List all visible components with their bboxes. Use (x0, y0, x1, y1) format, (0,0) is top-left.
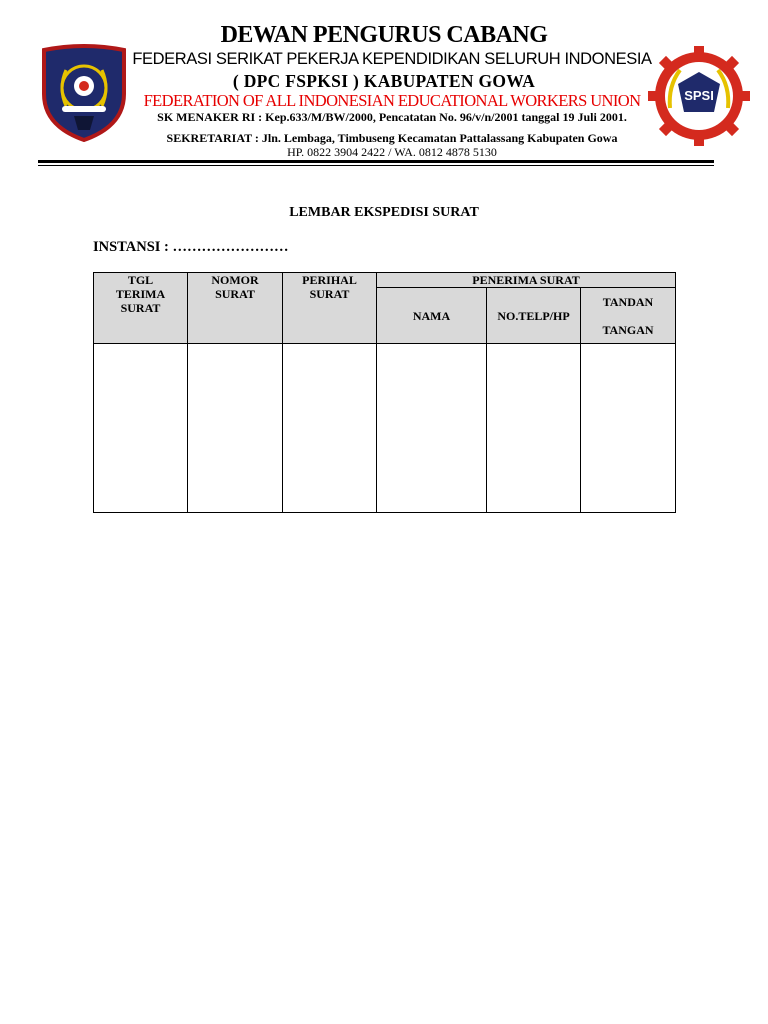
cell-nama (377, 344, 487, 513)
branch-name: ( DPC FSPKSI ) KABUPATEN GOWA (232, 71, 536, 91)
header-penerima-surat: PENERIMA SURAT (377, 273, 676, 288)
header-tanda-tangan: TANDAN TANGAN (581, 288, 676, 344)
cell-ttd (581, 344, 676, 513)
federation-name-en: FEDERATION OF ALL INDONESIAN EDUCATIONAL WORKERS UNION (143, 91, 641, 110)
instansi-field: INSTANSI : …………………… (93, 239, 289, 255)
secretariat-address: SEKRETARIAT : Jln. Lembaga, Timbuseng Kecamatan Pattalassang Kabupaten Gowa (166, 131, 618, 145)
letterhead-rule-thick (38, 160, 714, 163)
logo-spsi-lettering: SPSI (684, 88, 714, 103)
decree-line: SK MENAKER RI : Kep.633/M/BW/2000, Pencatatan No. 96/v/n/2001 tanggal 19 Juli 2001. (157, 110, 627, 124)
header-perihal-surat: PERIHAL SURAT (283, 273, 377, 344)
document-title: LEMBAR EKSPEDISI SURAT (289, 205, 479, 220)
federation-name-id: FEDERASI SERIKAT PEKERJA KEPENDIDIKAN SELURUH INDONESIA (132, 50, 652, 68)
contact-phone: HP. 0822 3904 2422 / WA. 0812 4878 5130 (287, 145, 497, 159)
letterhead-rule-thin (38, 165, 714, 166)
cell-perihal (283, 344, 377, 513)
cell-nomor (188, 344, 283, 513)
cell-telp (487, 344, 581, 513)
header-nama: NAMA (377, 288, 487, 344)
header-nomor-surat: NOMOR SURAT (188, 273, 283, 344)
header-tgl-terima-surat: TGL TERIMA SURAT (94, 273, 188, 344)
expedition-table (93, 272, 676, 513)
header-no-telp: NO.TELP/HP (487, 288, 581, 344)
letterhead-title: DEWAN PENGURUS CABANG (220, 22, 548, 48)
table-row (94, 344, 676, 513)
cell-tgl (94, 344, 188, 513)
